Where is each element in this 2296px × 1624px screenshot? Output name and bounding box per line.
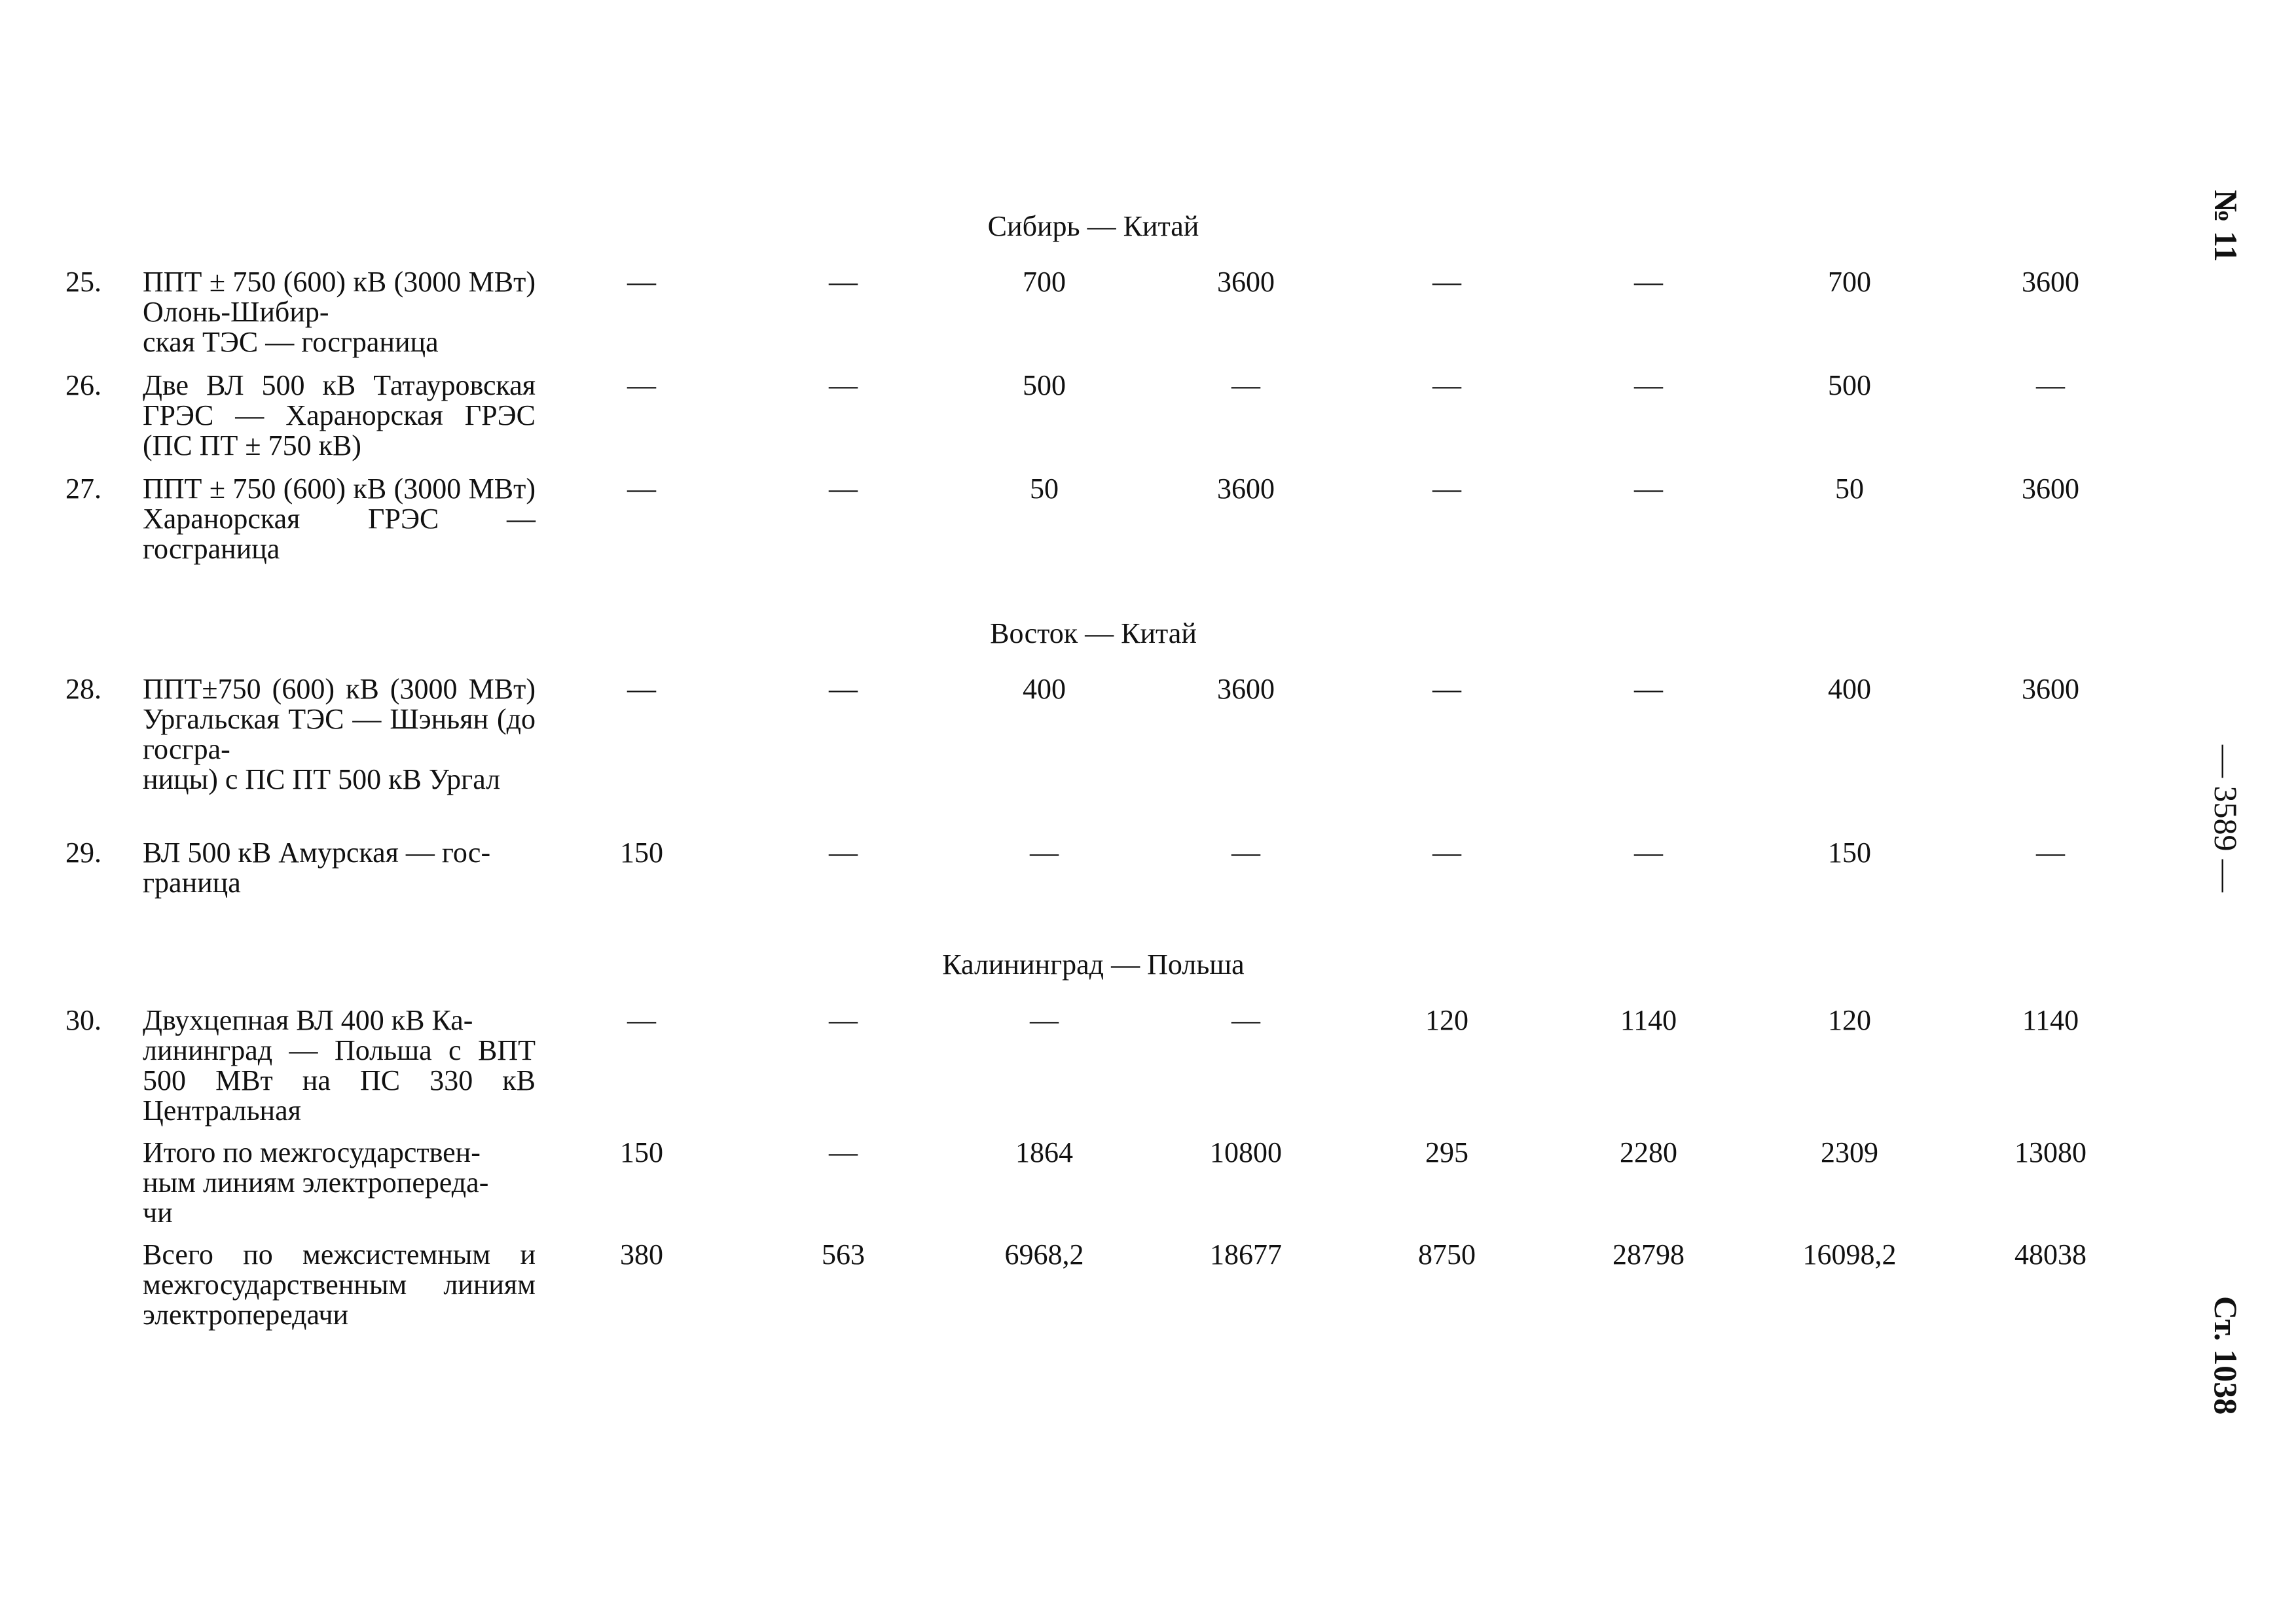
cell-value: —: [1432, 369, 1461, 401]
cell-value: 1140: [1620, 1004, 1677, 1036]
cell-value: 150: [620, 1136, 663, 1168]
cell-value: 50: [1030, 473, 1059, 505]
section-title-siberia-china: Сибирь — Китай: [987, 210, 1199, 242]
cell-value: —: [1231, 837, 1260, 869]
row-description: ППТ±750 (600) кВ (3000 МВт) Ургальская ТЭС — Шэньян (до госгра- ницы) с ПС ПТ 500 кВ Ургал: [143, 673, 536, 795]
cell-value: —: [1634, 473, 1663, 505]
cell-value: 3600: [2022, 473, 2079, 505]
cell-value: 50: [1835, 473, 1864, 505]
cell-value: 3600: [2022, 673, 2079, 705]
cell-value: 3600: [1217, 266, 1275, 298]
cell-value: 150: [1828, 837, 1871, 869]
cell-value: —: [627, 369, 656, 401]
cell-value: 120: [1425, 1004, 1468, 1036]
cell-value: 700: [1828, 266, 1871, 298]
issue-number: № 11: [2208, 190, 2244, 262]
cell-value: —: [627, 266, 656, 298]
cell-value: —: [1030, 837, 1059, 869]
row-number: 27.: [65, 473, 101, 505]
cell-value: —: [1030, 1004, 1059, 1036]
cell-value: 400: [1828, 673, 1871, 705]
cell-value: 700: [1023, 266, 1066, 298]
row-number: 28.: [65, 673, 101, 705]
row-description: ППТ ± 750 (600) кВ (3000 МВт) Харанорская ГРЭС — госграница: [143, 473, 536, 565]
cell-value: —: [829, 473, 858, 505]
cell-value: —: [829, 837, 858, 869]
row-number: 29.: [65, 837, 101, 869]
cell-value: —: [1231, 1004, 1260, 1036]
row-description: Две ВЛ 500 кВ Татауровская ГРЭС — Харанорская ГРЭС (ПС ПТ ± 750 кВ): [143, 369, 536, 461]
cell-value: —: [829, 266, 858, 298]
cell-value: —: [829, 1004, 858, 1036]
row-number: 26.: [65, 369, 101, 401]
cell-value: —: [1231, 369, 1260, 401]
cell-value: 10800: [1210, 1136, 1282, 1168]
cell-value: 6968,2: [1004, 1238, 1084, 1271]
cell-value: —: [829, 673, 858, 705]
row-number: 30.: [65, 1004, 101, 1036]
cell-value: —: [1432, 837, 1461, 869]
cell-value: 13080: [2014, 1136, 2086, 1168]
cell-value: 16098,2: [1802, 1238, 1897, 1271]
cell-value: —: [1634, 837, 1663, 869]
row-description: ВЛ 500 кВ Амурская — гос- граница: [143, 837, 491, 899]
cell-value: —: [2036, 837, 2065, 869]
cell-value: —: [1432, 266, 1461, 298]
cell-value: 500: [1023, 369, 1066, 401]
cell-value: —: [627, 1004, 656, 1036]
cell-value: 28798: [1613, 1238, 1685, 1271]
cell-value: 563: [822, 1238, 865, 1271]
cell-value: —: [627, 473, 656, 505]
cell-value: —: [2036, 369, 2065, 401]
page-number: — 3589 —: [2208, 745, 2244, 892]
section-title-east-china: Восток — Китай: [990, 617, 1197, 649]
total-description: Итого по межгосударствен- ным линиям электропереда- чи: [143, 1136, 489, 1229]
cell-value: —: [1634, 673, 1663, 705]
cell-value: —: [829, 1136, 858, 1168]
cell-value: 3600: [2022, 266, 2079, 298]
cell-value: 400: [1023, 673, 1066, 705]
cell-value: —: [829, 369, 858, 401]
row-description: ППТ ± 750 (600) кВ (3000 МВт) Олонь-Шибир- ская ТЭС — госграница: [143, 266, 536, 358]
cell-value: 2309: [1821, 1136, 1878, 1168]
cell-value: 3600: [1217, 473, 1275, 505]
cell-value: —: [1634, 369, 1663, 401]
section-title-kaliningrad-poland: Калининград — Польша: [942, 948, 1245, 981]
cell-value: 150: [620, 837, 663, 869]
cell-value: 18677: [1210, 1238, 1282, 1271]
cell-value: 3600: [1217, 673, 1275, 705]
row-description: Двухцепная ВЛ 400 кВ Ка- лининград — Польша с ВПТ 500 МВт на ПС 330 кВ Центральная: [143, 1004, 536, 1127]
cell-value: 1864: [1015, 1136, 1073, 1168]
cell-value: 8750: [1418, 1238, 1476, 1271]
cell-value: —: [627, 673, 656, 705]
total-description: Всего по межсистемным и межгосударственным линиям электропередачи: [143, 1238, 536, 1331]
cell-value: 2280: [1620, 1136, 1677, 1168]
cell-value: 500: [1828, 369, 1871, 401]
cell-value: 380: [620, 1238, 663, 1271]
cell-value: 1140: [2022, 1004, 2079, 1036]
cell-value: 295: [1425, 1136, 1468, 1168]
cell-value: —: [1634, 266, 1663, 298]
article-number: Ст. 1038: [2208, 1296, 2244, 1415]
row-number: 25.: [65, 266, 101, 298]
cell-value: 120: [1828, 1004, 1871, 1036]
cell-value: 48038: [2014, 1238, 2086, 1271]
cell-value: —: [1432, 473, 1461, 505]
cell-value: —: [1432, 673, 1461, 705]
